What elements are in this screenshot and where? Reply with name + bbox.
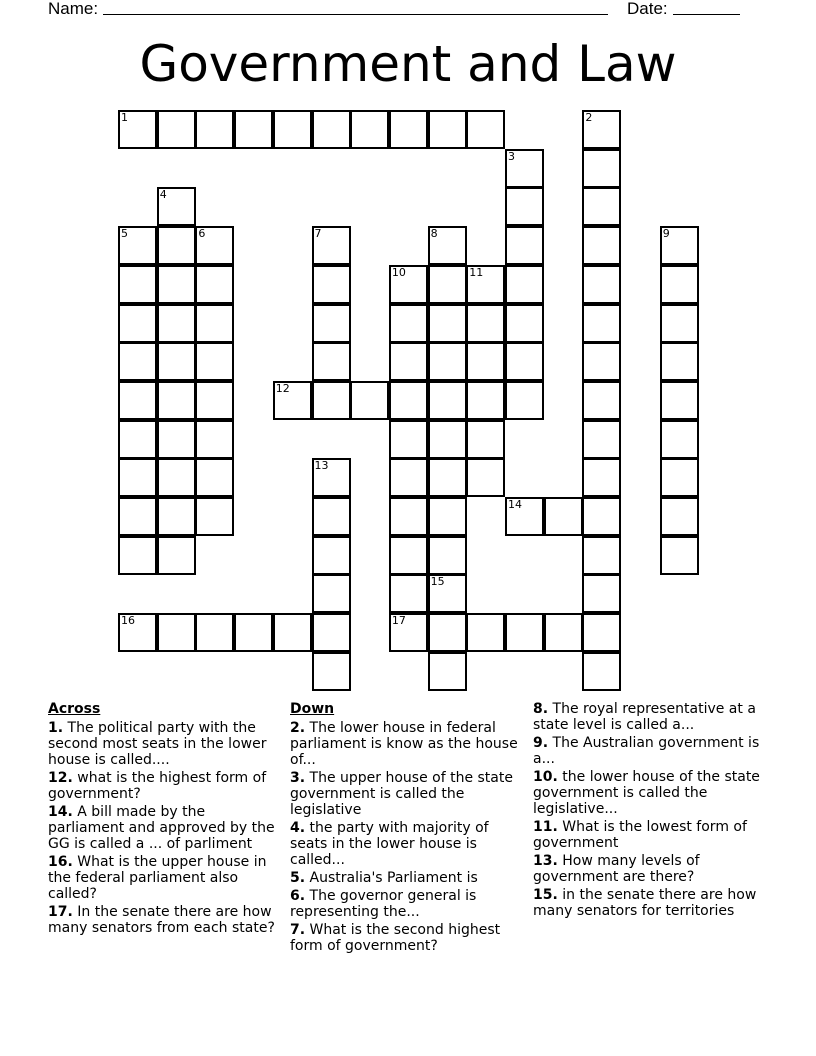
grid-cell[interactable]: [312, 574, 351, 613]
clue-number: 9.: [533, 735, 549, 751]
grid-cell[interactable]: [118, 342, 157, 381]
grid-cell[interactable]: [505, 265, 544, 304]
cell-number: 16: [121, 614, 135, 628]
clue-number: 12.: [48, 770, 73, 786]
grid-cell[interactable]: [195, 342, 234, 381]
grid-cell[interactable]: [195, 458, 234, 497]
grid-cell[interactable]: [118, 381, 157, 420]
grid-cell[interactable]: [389, 613, 428, 652]
date-label: Date:: [627, 0, 668, 18]
grid-cell[interactable]: [157, 613, 196, 652]
clue-number: 14.: [48, 804, 73, 820]
grid-cell[interactable]: [505, 497, 544, 536]
grid-cell[interactable]: [389, 574, 428, 613]
clue-down-10: [533, 769, 768, 817]
across-heading: Across: [48, 701, 101, 717]
grid-cell[interactable]: [466, 265, 505, 304]
clue-number: 17.: [48, 904, 73, 920]
grid-cell[interactable]: [389, 110, 428, 149]
cell-number: 2: [585, 111, 593, 124]
clue-number: 3.: [290, 770, 306, 786]
cell-number: 15: [430, 575, 445, 589]
clue-across-12: [48, 770, 283, 802]
grid-cell[interactable]: [389, 497, 428, 536]
grid-cell[interactable]: [582, 536, 621, 575]
grid-cell[interactable]: [428, 304, 467, 343]
grid-cell[interactable]: [428, 497, 467, 536]
clue-text: the lower house of the state government is called the legislative...: [533, 769, 760, 817]
clue-down-13: [533, 853, 768, 885]
grid-cell[interactable]: [157, 110, 196, 149]
grid-cell[interactable]: [660, 304, 699, 343]
grid-cell[interactable]: [582, 226, 621, 265]
clue-down-9: [533, 735, 768, 767]
grid-cell[interactable]: [195, 613, 234, 652]
clue-text: in the senate there are how many senators for territories: [533, 887, 757, 919]
grid-cell[interactable]: [582, 304, 621, 343]
clue-number: 5.: [290, 870, 306, 886]
grid-cell[interactable]: [312, 381, 351, 420]
grid-cell[interactable]: [312, 304, 351, 343]
grid-cell[interactable]: [466, 458, 505, 497]
grid-cell[interactable]: [118, 536, 157, 575]
clue-text: How many levels of government are there?: [533, 853, 700, 885]
grid-cell[interactable]: [660, 420, 699, 459]
grid-cell[interactable]: [428, 265, 467, 304]
grid-cell[interactable]: [312, 458, 351, 497]
grid-cell[interactable]: [582, 187, 621, 226]
clue-text: What is the second highest form of government?: [290, 922, 501, 954]
grid-cell[interactable]: [544, 497, 583, 536]
grid-cell[interactable]: [118, 458, 157, 497]
grid-cell[interactable]: [273, 381, 312, 420]
clue-down-6: [290, 888, 522, 920]
clue-text: The governor general is representing the...: [290, 888, 477, 920]
name-label: Name:: [48, 0, 99, 18]
cell-number: 10: [391, 265, 406, 279]
grid-cell[interactable]: [234, 110, 273, 149]
grid-cell[interactable]: [428, 458, 467, 497]
clue-number: 1.: [48, 720, 64, 736]
cell-number: 4: [159, 188, 167, 202]
clue-text: What is the upper house in the federal parliament also called?: [48, 854, 267, 902]
grid-cell[interactable]: [582, 574, 621, 613]
cell-number: 13: [314, 459, 329, 473]
grid-cell[interactable]: [428, 652, 467, 691]
grid-cell[interactable]: [466, 342, 505, 381]
grid-cell[interactable]: [582, 497, 621, 536]
cell-number: 12: [275, 381, 290, 395]
grid-cell[interactable]: [389, 342, 428, 381]
cell-number: 7: [314, 227, 322, 241]
grid-cell[interactable]: [157, 458, 196, 497]
clue-text: A bill made by the parliament and approved by the GG is called a ... of parliment: [48, 804, 275, 852]
grid-cell[interactable]: [660, 381, 699, 420]
grid-cell[interactable]: [389, 381, 428, 420]
grid-cell[interactable]: [466, 110, 505, 149]
down-heading: Down: [290, 701, 335, 717]
grid-cell[interactable]: [582, 265, 621, 304]
grid-cell[interactable]: [118, 265, 157, 304]
clue-down-7: [290, 922, 522, 954]
clue-number: 8.: [533, 701, 549, 717]
clue-down-5: [290, 870, 522, 886]
grid-cell[interactable]: [428, 110, 467, 149]
clue-text: The royal representative at a state level is called a...: [533, 701, 756, 733]
grid-cell[interactable]: [157, 536, 196, 575]
grid-cell[interactable]: [157, 265, 196, 304]
clue-text: The lower house in federal parliament is know as the house of...: [290, 720, 518, 768]
grid-cell[interactable]: [118, 613, 157, 652]
grid-cell[interactable]: [234, 613, 273, 652]
grid-cell[interactable]: [428, 574, 467, 613]
grid-cell[interactable]: [118, 304, 157, 343]
grid-cell[interactable]: [389, 536, 428, 575]
clue-number: 13.: [533, 853, 558, 869]
clue-text: Australia's Parliament is: [309, 870, 478, 886]
grid-cell[interactable]: [582, 652, 621, 691]
cell-number: 3: [508, 149, 515, 163]
grid-cell[interactable]: [505, 187, 544, 226]
grid-cell[interactable]: [195, 497, 234, 536]
grid-cell[interactable]: [505, 613, 544, 652]
clue-down-3: [290, 770, 522, 818]
grid-cell[interactable]: [157, 342, 196, 381]
cell-number: 8: [430, 227, 438, 241]
grid-cell[interactable]: [582, 458, 621, 497]
grid-cell[interactable]: [660, 342, 699, 381]
grid-cell[interactable]: [157, 304, 196, 343]
grid-cell[interactable]: [660, 265, 699, 304]
grid-cell[interactable]: [195, 420, 234, 459]
clue-down-8: [533, 701, 768, 733]
grid-cell[interactable]: [544, 613, 583, 652]
down-clues-col-1: [290, 701, 522, 956]
clue-down-2: [290, 720, 522, 768]
clue-text: In the senate there are how many senators from each state?: [48, 904, 275, 936]
grid-cell[interactable]: [582, 149, 621, 188]
clue-down-11: [533, 819, 768, 851]
grid-cell[interactable]: [157, 420, 196, 459]
clue-number: 15.: [533, 887, 558, 903]
grid-cell[interactable]: [273, 110, 312, 149]
across-clues: [48, 701, 283, 938]
grid-cell[interactable]: [505, 149, 544, 188]
grid-cell[interactable]: [505, 226, 544, 265]
grid-cell[interactable]: [118, 497, 157, 536]
grid-cell[interactable]: [582, 381, 621, 420]
puzzle-title: Government and Law: [139, 35, 677, 93]
grid-cell[interactable]: [312, 226, 351, 265]
grid-cell[interactable]: [118, 226, 157, 265]
grid-cell[interactable]: [350, 110, 389, 149]
clue-number: 4.: [290, 820, 306, 836]
grid-cell[interactable]: [660, 226, 699, 265]
clue-text: what is the highest form of government?: [48, 770, 267, 802]
grid-cell[interactable]: [582, 420, 621, 459]
clue-text: the party with majority of seats in the lower house is called...: [290, 820, 489, 868]
date-field[interactable]: [673, 14, 740, 15]
grid-cell[interactable]: [389, 265, 428, 304]
grid-cell[interactable]: [157, 381, 196, 420]
grid-cell[interactable]: [273, 613, 312, 652]
grid-cell[interactable]: [312, 613, 351, 652]
grid-cell[interactable]: [312, 652, 351, 691]
grid-cell[interactable]: [350, 381, 389, 420]
grid-cell[interactable]: [118, 420, 157, 459]
cell-number: 14: [508, 498, 522, 511]
clue-across-16: [48, 854, 283, 902]
grid-cell[interactable]: [582, 613, 621, 652]
grid-cell[interactable]: [195, 265, 234, 304]
grid-cell[interactable]: [505, 342, 544, 381]
cell-number: 1: [121, 111, 128, 124]
grid-cell[interactable]: [157, 226, 196, 265]
grid-cell[interactable]: [389, 304, 428, 343]
grid-cell[interactable]: [389, 458, 428, 497]
clue-across-17: [48, 904, 283, 936]
clue-across-1: [48, 720, 283, 768]
cell-number: 9: [662, 227, 670, 241]
grid-cell[interactable]: [428, 536, 467, 575]
grid-cell[interactable]: [312, 536, 351, 575]
grid-cell[interactable]: [660, 497, 699, 536]
grid-cell[interactable]: [195, 304, 234, 343]
grid-cell[interactable]: [660, 536, 699, 575]
grid-cell[interactable]: [312, 497, 351, 536]
grid-cell[interactable]: [466, 613, 505, 652]
grid-cell[interactable]: [195, 110, 234, 149]
clue-number: 10.: [533, 769, 558, 785]
grid-cell[interactable]: [505, 381, 544, 420]
grid-cell[interactable]: [195, 381, 234, 420]
grid-cell[interactable]: [312, 265, 351, 304]
clue-number: 7.: [290, 922, 306, 938]
grid-cell[interactable]: [582, 110, 621, 149]
grid-cell[interactable]: [466, 381, 505, 420]
down-clues-col-2: [533, 701, 768, 921]
clue-number: 16.: [48, 854, 73, 870]
clue-down-15: [533, 887, 768, 919]
grid-cell[interactable]: [428, 226, 467, 265]
cell-number: 11: [469, 265, 484, 279]
cell-number: 6: [198, 227, 206, 241]
cell-number: 5: [121, 227, 128, 241]
grid-cell[interactable]: [660, 458, 699, 497]
grid-cell[interactable]: [428, 342, 467, 381]
grid-cell[interactable]: [312, 342, 351, 381]
grid-cell[interactable]: [389, 420, 428, 459]
name-field[interactable]: [103, 14, 608, 15]
grid-cell[interactable]: [428, 420, 467, 459]
header: [48, 0, 768, 22]
clue-number: 11.: [533, 819, 558, 835]
clue-text: The upper house of the state government is called the legislative: [290, 770, 513, 818]
grid-cell[interactable]: [118, 110, 157, 149]
grid-cell[interactable]: [428, 613, 467, 652]
grid-cell[interactable]: [157, 187, 196, 226]
grid-cell[interactable]: [466, 304, 505, 343]
clue-text: The political party with the second most seats in the lower house is called....: [48, 720, 267, 768]
clue-text: What is the lowest form of government: [533, 819, 747, 851]
clue-across-14: [48, 804, 283, 852]
grid-cell[interactable]: [312, 110, 351, 149]
grid-cell[interactable]: [157, 497, 196, 536]
grid-cell[interactable]: [195, 226, 234, 265]
cell-number: 17: [391, 614, 406, 628]
grid-cell[interactable]: [466, 420, 505, 459]
clue-number: 2.: [290, 720, 306, 736]
grid-cell[interactable]: [428, 381, 467, 420]
clue-number: 6.: [290, 888, 306, 904]
grid-cell[interactable]: [505, 304, 544, 343]
grid-cell[interactable]: [582, 342, 621, 381]
clue-down-4: [290, 820, 522, 868]
clue-text: The Australian government is a...: [533, 735, 760, 767]
